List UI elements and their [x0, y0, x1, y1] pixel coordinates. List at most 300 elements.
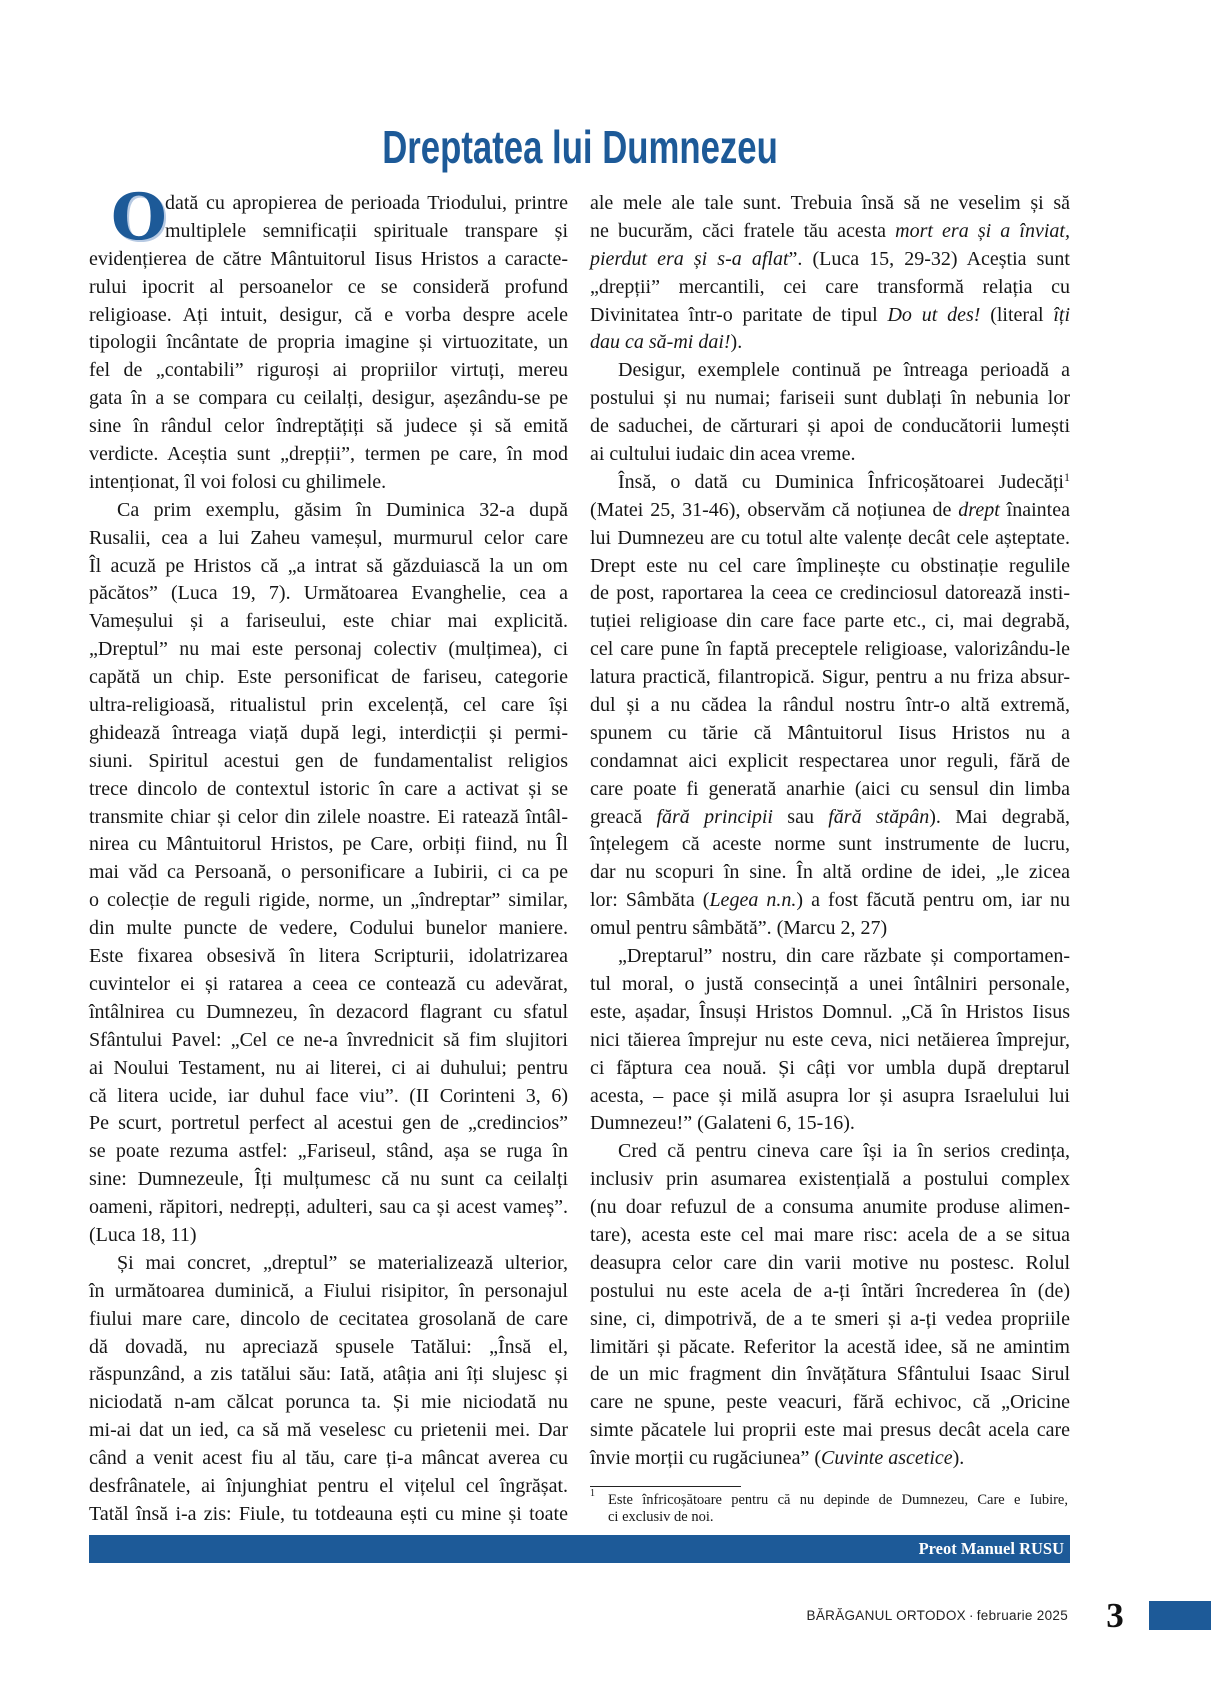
text-run: tul moral, o justă consecință a unei întâlniri personale, [590, 972, 1070, 995]
text-run: Este înfricoșătoare pentru că nu depinde de Dumnezeu, Care e Iubire, [608, 1492, 1068, 1508]
article-line-content [89, 553, 568, 581]
text-run: sine, ci, dimpotrivă, de a te smeri și a-ți vedea propriile [590, 1307, 1070, 1330]
text-run: acesta, – pace și milă asupra lor și asupra Israelului lui [590, 1084, 1070, 1107]
text-run: răspunzând, a zis tatălui său: Iată, atâția ani îți slujesc și [89, 1363, 568, 1386]
text-run: înțelegem că aceste norme sunt instrumente de lucru, [590, 833, 1070, 856]
article-line [590, 329, 1070, 357]
article-line [89, 580, 568, 608]
article-line [590, 302, 1070, 330]
article-line-content [89, 636, 568, 664]
article-line-content [590, 1166, 1070, 1194]
article-line-content [89, 413, 568, 441]
article-line [590, 1417, 1070, 1445]
text-run: sau [773, 805, 829, 828]
article-line [89, 776, 568, 804]
article-line [590, 357, 1070, 385]
article-line-content [89, 1473, 568, 1501]
article-line [89, 1501, 568, 1529]
article-line-content [89, 887, 568, 915]
article-line-content [590, 218, 1070, 246]
text-run: o colecție de reguli rigide, norme, un „îndreptar” similar, [89, 889, 568, 912]
article-line-content [590, 887, 1070, 915]
text-run: ). [730, 331, 743, 354]
article-line [89, 357, 568, 385]
italic-text-run: drept [958, 498, 1000, 521]
text-run: niciodată n-am călcat porunca ta. Și mie niciodată nu [89, 1391, 568, 1414]
article-line [89, 497, 568, 525]
article-line-content [89, 831, 568, 859]
article-line-content [590, 329, 742, 357]
article-line [590, 887, 1070, 915]
text-run: omul pentru sâmbătă”. (Marcu 2, 27) [590, 917, 888, 940]
text-run: transmite chiar și celor din zilele noastre. Ei ratează întâl- [89, 805, 568, 828]
article-line [590, 1194, 1070, 1222]
article-line [89, 1055, 568, 1083]
text-run: postului și nu numai; fariseii sunt dublați în nebunia lor [590, 387, 1070, 410]
article-line [89, 608, 568, 636]
text-run: tuției religioase din care face parte etc., ci, mai degrabă, [590, 610, 1070, 633]
article-line [590, 1055, 1070, 1083]
text-run: rului ipocrit al persoanelor ce se consideră profund [89, 275, 568, 298]
footnote [590, 1488, 1068, 1526]
text-run: Vameșului și a fariseului, este chiar mai explicită. [89, 610, 568, 633]
article-line-content [590, 1250, 1070, 1278]
article-line [590, 776, 1070, 804]
article-line-content [590, 1306, 1070, 1334]
text-run: în următoarea duminică, a Fiului risipitor, în personajul [89, 1279, 568, 1302]
text-run: care ne spune, peste veacuri, fără echivoc, că „Oricine [590, 1391, 1070, 1414]
article-line-content [590, 1194, 1070, 1222]
article-line [590, 413, 1070, 441]
article-line-content [590, 1083, 1070, 1111]
article-line-content [89, 692, 568, 720]
article-line-content [89, 859, 568, 887]
article-line-content [89, 1445, 568, 1473]
article-line-content [117, 1250, 568, 1278]
article-line-content [89, 580, 568, 608]
article-line [89, 748, 568, 776]
text-run: „drepții” mercantili, cei care transformă relația cu [590, 275, 1070, 298]
italic-text-run: fără principii [656, 805, 773, 828]
article-line [590, 1166, 1070, 1194]
drop-cap-letter: O [111, 180, 167, 255]
article-line-content [590, 720, 1070, 748]
text-run: Drept este nu cel care împlinește cu obstinație regulile [590, 554, 1070, 577]
article-line-content [590, 190, 1070, 218]
article-line-content [89, 776, 568, 804]
article-line [590, 943, 1070, 971]
text-run: (literal [980, 303, 1054, 326]
text-run: înaintea [999, 498, 1070, 521]
article-line [590, 1222, 1070, 1250]
text-run: Sfântului Pavel: „Cel ce ne-a învrednicit să fim slujitori [89, 1028, 568, 1051]
article-line-content [89, 1166, 568, 1194]
text-run: ci exclusiv de noi. [608, 1509, 714, 1525]
article-line [89, 385, 568, 413]
article-line [590, 636, 1070, 664]
text-run: de un mic fragment din învățătura Sfântului Isaac Sirul [590, 1363, 1070, 1386]
article-line-content [590, 915, 887, 943]
text-run: gata în a se compara cu ceilalți, desigur, așezându-se pe [89, 387, 568, 410]
footnote-reference: 1 [1064, 469, 1070, 484]
article-line-content [89, 1417, 568, 1445]
article-line-content [590, 274, 1070, 302]
article-line [89, 469, 568, 497]
text-run: Pe scurt, portretul perfect al acestui gen de „credincios” [89, 1112, 568, 1135]
italic-text-run: mort era și a înviat, [895, 219, 1070, 242]
article-line [89, 1417, 568, 1445]
article-line [89, 302, 568, 330]
article-line [89, 441, 568, 469]
article-line [89, 553, 568, 581]
article-line-content [590, 776, 1070, 804]
article-line [590, 1278, 1070, 1306]
text-run: condamnat aici explicit respectarea unor reguli, fără de [590, 749, 1070, 772]
article-line [89, 1250, 568, 1278]
article-line [590, 246, 1070, 274]
text-run: tare), acesta este cel mai mare risc: acela de a se situa [590, 1223, 1070, 1246]
text-run: spunem cu tărie că Mântuitorul Iisus Hristos nu a [590, 721, 1070, 744]
text-run: Îl acuză pe Hristos că „a intrat să găzduiască la un om [89, 554, 568, 577]
article-line [89, 1361, 568, 1389]
text-run: postului nu este acela de a-ți întări încrederea în (de) [590, 1279, 1070, 1302]
article-line [590, 1334, 1070, 1362]
article-line-content [618, 943, 1070, 971]
article-line [590, 999, 1070, 1027]
text-run: învie morții cu rugăciunea” ( [590, 1447, 822, 1470]
article-line [590, 385, 1070, 413]
article-column-right [590, 190, 1070, 1473]
text-run: latura practică, filantropică. Sigur, pentru a nu friza absur- [590, 666, 1070, 689]
footnote-line-content [608, 1492, 1068, 1509]
text-run: Tatăl însă i-a zis: Fiule, tu totdeauna ești cu mine și toate [89, 1502, 568, 1525]
article-line [89, 971, 568, 999]
article-line-content [590, 497, 1070, 525]
article-line-content [590, 441, 855, 469]
article-line [590, 469, 1070, 497]
text-run: ). [952, 1447, 965, 1470]
text-run: fiului mare care, dincolo de cecitatea grosolană de care [89, 1307, 568, 1330]
footnote-line-content [608, 1509, 714, 1526]
text-run: sine: Dumnezeule, Îți mulțumesc că nu sunt ca ceilalți [89, 1168, 568, 1191]
article-line-content [165, 218, 568, 246]
article-line-content [590, 636, 1070, 664]
page-number-tab [1149, 1601, 1211, 1630]
article-line [89, 636, 568, 664]
article-line-content [590, 831, 1070, 859]
text-run: (Luca 18, 11) [89, 1223, 197, 1246]
text-run: din multe puncte de vedere, Codului bunelor maniere. [89, 917, 568, 940]
text-run: tipologii încântate de propria imagine și virtuozitate, un [89, 331, 568, 354]
article-line [89, 1278, 568, 1306]
article-line [590, 218, 1070, 246]
article-line [590, 580, 1070, 608]
text-run: este, așadar, Însuși Hristos Domnul. „Că în Hristos Iisus [590, 1000, 1070, 1023]
article-line [590, 1110, 1070, 1138]
article-line [89, 804, 568, 832]
article-line [590, 274, 1070, 302]
article-line-content [590, 525, 1070, 553]
text-run: ”. (Luca 15, 29-32) Aceștia sunt [788, 247, 1070, 270]
article-line-content [89, 608, 568, 636]
text-run: nici tăierea împrejur nu este ceva, nici netăierea împrejur, [590, 1028, 1070, 1051]
article-line-content [89, 748, 568, 776]
article-column-left [89, 180, 568, 1529]
text-run: mai văd ca Persoană, o personificare a Iubirii, ci ca pe [89, 861, 568, 884]
article-line-content [590, 1055, 1070, 1083]
text-run: ghidează întreaga viață după legi, interdicții și permi- [89, 721, 568, 744]
footer-separator: · [968, 1608, 974, 1623]
article-line [590, 525, 1070, 553]
article-line [89, 413, 568, 441]
article-line-content [89, 1501, 568, 1529]
text-run: deasupra celor care din varii motive nu postesc. Rolul [590, 1251, 1070, 1274]
article-line [590, 1083, 1070, 1111]
article-line [590, 497, 1070, 525]
text-run: nirea cu Mântuitorul Hristos, pe Care, orbiți fiind, nu Îl [89, 833, 568, 856]
text-run: Este fixarea obsesivă în litera Scripturii, idolatrizarea [89, 945, 568, 968]
text-run: desfrânatele, ai înjunghiat pentru el vițelul cel îngrășat. [89, 1474, 568, 1497]
text-run: multiplele semnificații spirituale transpare și [165, 219, 568, 242]
article-line [590, 692, 1070, 720]
article-line-content [89, 1083, 568, 1111]
article-line [89, 831, 568, 859]
article-line-content [89, 1222, 197, 1250]
article-line-content [618, 357, 1070, 385]
italic-text-run: pierdut era și s-a aflat [590, 247, 789, 270]
text-run: trece dincolo de contextul istoric în care a activat și se [89, 777, 568, 800]
article-line [590, 553, 1070, 581]
article-line-content [590, 1417, 1070, 1445]
article-line-content [89, 357, 568, 385]
italic-text-run: dau ca să-mi dai! [590, 331, 731, 354]
article-line [89, 720, 568, 748]
article-line [590, 831, 1070, 859]
text-run: lui Dumnezeu are cu totul alte valențe decât cele așteptate. [590, 526, 1070, 549]
text-run: ai Noului Testament, nu ai literei, ci ai duhului; pentru [89, 1056, 568, 1079]
page-number: 3 [1106, 1596, 1124, 1635]
text-run: sine în rândul celor îndreptățiți să judece și să emită [89, 415, 568, 438]
article-line [89, 1166, 568, 1194]
article-line-content [590, 553, 1070, 581]
text-run: limitări și păcate. Referitor la acestă idee, să ne amintim [590, 1335, 1070, 1358]
article-line-content [590, 608, 1070, 636]
text-run: Și mai concret, „dreptul” se materializează ulterior, [117, 1251, 568, 1274]
article-line-content [618, 469, 1070, 497]
article-line [590, 1027, 1070, 1055]
article-line-content [89, 804, 568, 832]
issue-date: februarie 2025 [976, 1608, 1068, 1623]
text-run: oameni, răpitori, nedrepți, adulteri, sau ca și acest vameș”. [89, 1196, 568, 1219]
italic-text-run: Do ut des! [887, 303, 981, 326]
article-line [89, 1083, 568, 1111]
text-run: dar nu scopuri în sine. În altă ordine de idei, „le zicea [590, 861, 1070, 884]
article-line [89, 525, 568, 553]
article-line [590, 1389, 1070, 1417]
article-line [89, 692, 568, 720]
text-run: dul și a nu cădea la rândul nostru într-o altă extremă, [590, 694, 1070, 717]
text-run: greacă [590, 805, 657, 828]
article-line [89, 1194, 568, 1222]
text-run: (nu doar refuzul de a consuma anumite produse alimen- [590, 1196, 1070, 1219]
article-line-content [89, 469, 386, 497]
article-line-content [89, 915, 568, 943]
article-line [590, 859, 1070, 887]
text-run: ai cultului iudaic din acea vreme. [590, 443, 856, 466]
text-run: ). Mai degrabă, [929, 805, 1070, 828]
article-line-content [590, 1334, 1070, 1362]
text-run: Rusalii, cea a lui Zaheu vameșul, murmurul celor care [89, 526, 568, 549]
article-line-content [590, 804, 1070, 832]
article-line [89, 915, 568, 943]
article-line [590, 1306, 1070, 1334]
article-title-text: Dreptatea lui Dumnezeu [381, 121, 778, 173]
article-line-content [590, 1110, 855, 1138]
text-run: mi-ai dat un ied, ca să mă veselesc cu prietenii mei. Dar [89, 1419, 568, 1442]
article-line-content [89, 1389, 568, 1417]
article-line-content [89, 1055, 568, 1083]
article-line-content [89, 385, 568, 413]
article-line-content [89, 1306, 568, 1334]
italic-text-run: fără stăpân [828, 805, 930, 828]
text-run: când a venit acest fiu al tău, care ți-a mâncat averea cu [89, 1447, 568, 1470]
article-line-content [89, 302, 568, 330]
text-run: ) a fost făcută pentru om, iar nu [796, 889, 1070, 912]
article-line-content [590, 1389, 1070, 1417]
article-line [590, 441, 1070, 469]
footnote-separator [590, 1486, 741, 1487]
article-line-content [89, 720, 568, 748]
publication-name: BĂRĂGANUL ORTODOX [806, 1608, 966, 1623]
article-line-content [89, 274, 568, 302]
article-line [89, 887, 568, 915]
article-line-content [89, 441, 568, 469]
text-run: ale mele ale tale sunt. Trebuia însă să ne veselim și să [590, 192, 1070, 214]
text-run: „Dreptarul” nostru, din care răzbate și comportamen- [618, 945, 1070, 968]
article-line-content [89, 664, 568, 692]
article-line-content [590, 664, 1070, 692]
article-line-content [590, 1361, 1070, 1389]
article-line [89, 664, 568, 692]
article-line-content [89, 329, 568, 357]
article-line [89, 1445, 568, 1473]
article-line [590, 190, 1070, 218]
footnote-marker: 1 [590, 1488, 595, 1499]
article-line-content [590, 971, 1070, 999]
article-line-content [590, 1222, 1070, 1250]
article-line [89, 1222, 568, 1250]
article-line-content [89, 1334, 568, 1362]
article-line-content [590, 302, 1070, 330]
article-line [89, 999, 568, 1027]
text-run: (Matei 25, 31-46), observăm că noțiunea de [590, 498, 959, 521]
article-line-content [590, 1027, 1070, 1055]
article-line-content [590, 580, 1070, 608]
text-run: verdicte. Aceștia sunt „drepții”, termen pe care, în mod [89, 443, 568, 466]
author-name: Preot Manuel RUSU [918, 1539, 1064, 1558]
article-line [89, 1138, 568, 1166]
article-line [590, 1138, 1070, 1166]
article-line-content [590, 1445, 964, 1473]
article-line-content [590, 692, 1070, 720]
article-line [590, 971, 1070, 999]
text-run: fel de „contabili” riguroși ai propriilor virtuți, mereu [89, 359, 568, 382]
text-run: întâlnirea cu Dumnezeu, în dezacord flagrant cu sfatul [89, 1000, 568, 1023]
text-run: dată cu apropierea de perioada Triodului, printre [165, 192, 568, 214]
article-line-content [618, 1138, 1070, 1166]
article-line [590, 608, 1070, 636]
article-line-content [89, 1278, 568, 1306]
article-line [89, 943, 568, 971]
article-title [89, 121, 1070, 173]
text-run: intenționat, îl voi folosi cu ghilimele. [89, 470, 387, 493]
article-line-content [590, 859, 1070, 887]
article-line-content [89, 1110, 568, 1138]
article-line-content [89, 1194, 568, 1222]
text-run: capătă un chip. Este personificat de fariseu, categorie [89, 666, 568, 689]
text-run: Cred că pentru cineva care își ia în serios credința, [618, 1140, 1070, 1163]
author-bar [89, 1535, 1070, 1563]
text-run: păcătos” (Luca 19, 7). Următoarea Evanghelie, cea a [89, 582, 568, 605]
text-run: dă dovadă, nu apreciază spusele Tatălui: „Însă el, [89, 1335, 568, 1358]
article-line-content [89, 1027, 568, 1055]
article-line [89, 1334, 568, 1362]
article-line-content [590, 385, 1070, 413]
text-run: cuvintelor ei și ratarea a ceea ce contează cu adevărat, [89, 972, 568, 995]
text-run: lor: Sâmbăta ( [590, 889, 710, 912]
article-line [590, 748, 1070, 776]
footnote-line [590, 1509, 1068, 1526]
article-line [89, 1027, 568, 1055]
italic-text-run: Cuvinte ascetice [821, 1447, 953, 1470]
text-run: care poate fi generată anarhie (aici cu sensul din limba [590, 777, 1070, 800]
article-line [89, 329, 568, 357]
article-line [89, 1389, 568, 1417]
article-line-content [89, 1361, 568, 1389]
text-run: Ca prim exemplu, găsim în Duminica 32-a după [117, 498, 568, 521]
text-run: cel care pune în faptă preceptele religioase, valorizându-le [590, 638, 1070, 661]
article-line-content [89, 943, 568, 971]
text-run: religioase. Ați intuit, desigur, că e vorba despre acele [89, 303, 568, 326]
article-line-content [165, 190, 568, 218]
text-run: ne bucurăm, căci fratele tău acesta [590, 219, 896, 242]
text-run: evidențierea de către Mântuitorul Iisus Hristos a caracte- [89, 247, 568, 270]
article-line [89, 1473, 568, 1501]
article-line [590, 1445, 1070, 1473]
article-line [89, 1110, 568, 1138]
article-line [590, 804, 1070, 832]
italic-text-run: îți [1053, 303, 1070, 326]
article-line-content [590, 413, 1070, 441]
text-run: Divinitatea într-o paritate de tipul [590, 303, 888, 326]
publication-footer [807, 1609, 1068, 1623]
footnote-line [590, 1492, 1068, 1509]
article-line [89, 1306, 568, 1334]
article-line [89, 859, 568, 887]
article-line [590, 915, 1070, 943]
text-run: de saduchei, de cărturari și apoi de conducătorii lumești [590, 415, 1070, 438]
text-run: Dumnezeu!” (Galateni 6, 15-16). [590, 1112, 855, 1135]
text-run: se poate rezuma astfel: „Fariseul, stând, așa se ruga în [89, 1140, 568, 1163]
text-run: inclusiv prin asumarea existențială a postului complex [590, 1168, 1070, 1191]
article-line-content [117, 497, 568, 525]
article-line-content [590, 246, 1070, 274]
text-run: de post, raportarea la ceea ce credinciosul datorează insti- [590, 582, 1070, 605]
italic-text-run: Legea n.n. [709, 889, 797, 912]
text-run: ci făptura cea nouă. Și câți vor umbla după dreptarul [590, 1056, 1070, 1079]
text-run: siuni. Spiritul acestui gen de fundamentalist religios [89, 749, 568, 772]
text-run: „Dreptul” nu mai este personaj colectiv (mulțimea), ci [89, 638, 568, 661]
